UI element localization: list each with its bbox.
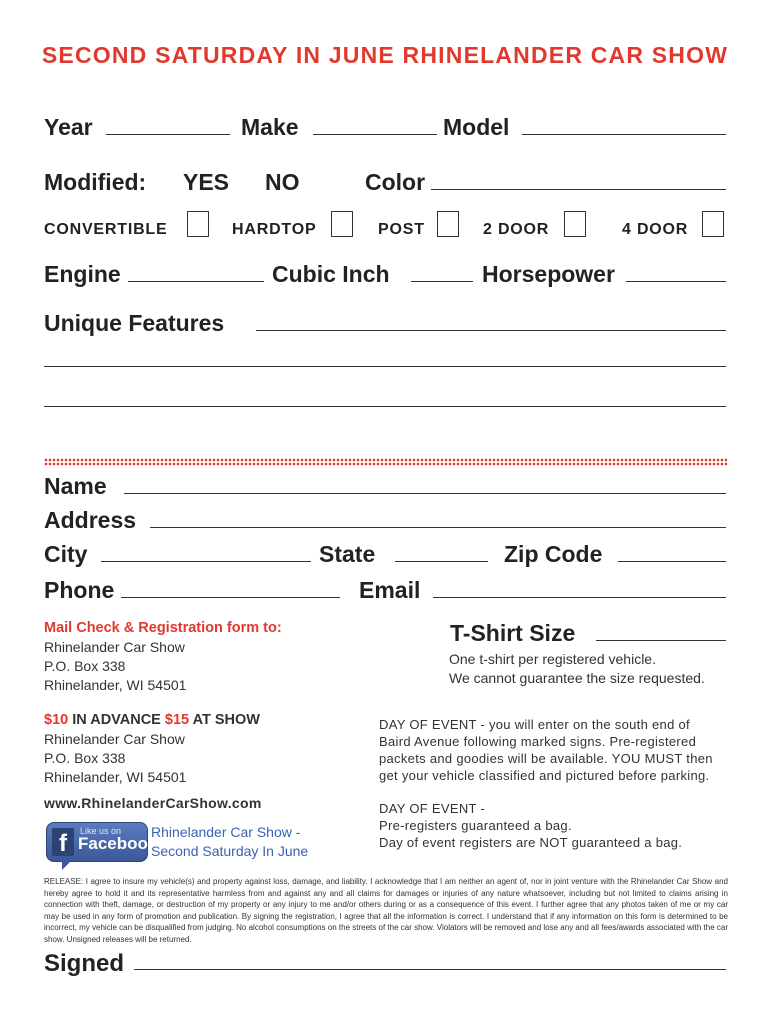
engine-label: Engine (44, 261, 121, 287)
release-text: RELEASE: I agree to insure my vehicle(s) and property against loss, damage, and liability. I acknowledge that I am neither an agent of, nor in joint venture with the Rhinelander Car Show and hereby agree to hold it and its representative harmless from and against any and all claims for damages or injuries of any nature whatsoever, including but not limited to claims arising in connection with theft, damage, or destruction of my property or any injury to me and/or others during or as a consequence of this event. I further agree that any photos taken of me or my car may be used in any form of promotion and publication. By signing the registration, I agree that all the information is correct. I understand that if any information on this form is determined to be incorrect, my vehicle can be disqualified from judging. No alcohol consumptions on the streets of the car show. Violators will be removed and lose any and all fees/awards associated with the car show. Unsigned releases will be returned. (44, 877, 728, 944)
hardtop-label: HARDTOP (232, 221, 317, 238)
pricing-address-line-2: P.O. Box 338 (44, 750, 126, 766)
city-field[interactable] (101, 561, 311, 562)
unique-features-label: Unique Features (44, 310, 225, 336)
signature-field[interactable] (134, 969, 726, 970)
day-of-event-2-line-1: DAY OF EVENT - (379, 801, 486, 816)
tshirt-size-label: T-Shirt Size (450, 620, 576, 646)
advance-price: $10 (44, 712, 69, 728)
mail-address-line-1: Rhinelander Car Show (44, 639, 185, 655)
zip-code-field[interactable] (618, 561, 726, 562)
model-field[interactable] (522, 134, 726, 135)
modified-no-option[interactable]: NO (265, 169, 300, 195)
state-label: State (319, 541, 376, 567)
email-label: Email (359, 577, 421, 603)
day-of-event-1-line-2: Baird Avenue following marked signs. Pre-registered (379, 734, 697, 749)
color-field[interactable] (431, 189, 726, 190)
four-door-checkbox-icon[interactable] (702, 211, 724, 237)
horsepower-label: Horsepower (482, 261, 615, 287)
signed-label: Signed (44, 950, 125, 977)
cubic-inch-field[interactable] (411, 281, 473, 282)
year-label: Year (44, 114, 93, 140)
mail-heading: Mail Check & Registration form to: (44, 620, 282, 636)
convertible-checkbox-icon[interactable] (187, 211, 209, 237)
unique-features-line-3[interactable] (44, 406, 726, 407)
year-field[interactable] (106, 134, 230, 135)
four-door-label: 4 DOOR (622, 221, 689, 238)
modified-yes-option[interactable]: YES (183, 169, 230, 195)
advance-label: IN ADVANCE (68, 712, 165, 728)
dotted-divider (44, 458, 727, 466)
zip-code-label: Zip Code (504, 541, 603, 567)
hardtop-checkbox-icon[interactable] (331, 211, 353, 237)
post-checkbox-icon[interactable] (437, 211, 459, 237)
unique-features-field[interactable] (256, 330, 726, 331)
phone-label: Phone (44, 577, 115, 603)
modified-label: Modified: (44, 169, 147, 195)
cubic-inch-label: Cubic Inch (272, 261, 390, 287)
facebook-like-text: Like us on (80, 826, 122, 836)
day-of-event-1-line-4: get your vehicle classified and pictured before parking. (379, 768, 710, 783)
unique-features-line-2[interactable] (44, 366, 726, 367)
facebook-page-line-1[interactable]: Rhinelander Car Show - (151, 824, 301, 840)
mail-address-line-2: P.O. Box 338 (44, 658, 126, 674)
address-label: Address (44, 507, 137, 533)
address-field[interactable] (150, 527, 726, 528)
two-door-checkbox-icon[interactable] (564, 211, 586, 237)
model-label: Model (443, 114, 510, 140)
mail-address-line-3: Rhinelander, WI 54501 (44, 677, 187, 693)
facebook-badge-tail (62, 858, 74, 870)
two-door-label: 2 DOOR (483, 221, 550, 238)
day-of-event-2-line-3: Day of event registers are NOT guaranteed a bag. (379, 835, 683, 850)
website-link[interactable]: www.RhinelanderCarShow.com (44, 795, 262, 811)
facebook-like-badge-icon[interactable] (46, 822, 158, 862)
pricing-line (44, 712, 260, 728)
engine-field[interactable] (128, 281, 264, 282)
day-of-event-2-line-2: Pre-registers guaranteed a bag. (379, 818, 572, 833)
email-field[interactable] (433, 597, 726, 598)
state-field[interactable] (395, 561, 488, 562)
phone-field[interactable] (121, 597, 340, 598)
name-label: Name (44, 473, 107, 499)
make-field[interactable] (313, 134, 437, 135)
tshirt-note-1: One t-shirt per registered vehicle. (449, 651, 656, 667)
post-label: POST (378, 221, 425, 238)
show-label: AT SHOW (189, 712, 260, 728)
page-title: SECOND SATURDAY IN JUNE RHINELANDER CAR SHOW (41, 42, 729, 68)
facebook-page-line-2[interactable]: Second Saturday In June (151, 843, 309, 859)
day-of-event-1-line-1: DAY OF EVENT - you will enter on the south end of (379, 717, 690, 732)
color-label: Color (365, 169, 426, 195)
pricing-address-line-1: Rhinelander Car Show (44, 731, 185, 747)
facebook-wordmark: Facebook (78, 834, 158, 853)
tshirt-note-2: We cannot guarantee the size requested. (449, 670, 705, 686)
name-field[interactable] (124, 493, 726, 494)
tshirt-size-field[interactable] (596, 640, 726, 641)
make-label: Make (241, 114, 299, 140)
city-label: City (44, 541, 88, 567)
show-price: $15 (164, 712, 190, 728)
horsepower-field[interactable] (626, 281, 726, 282)
pricing-address-line-3: Rhinelander, WI 54501 (44, 769, 187, 785)
convertible-label: CONVERTIBLE (44, 221, 168, 238)
day-of-event-1-line-3: packets and goodies will be available. YOU MUST then (379, 751, 713, 766)
facebook-f-icon: f (52, 828, 74, 856)
